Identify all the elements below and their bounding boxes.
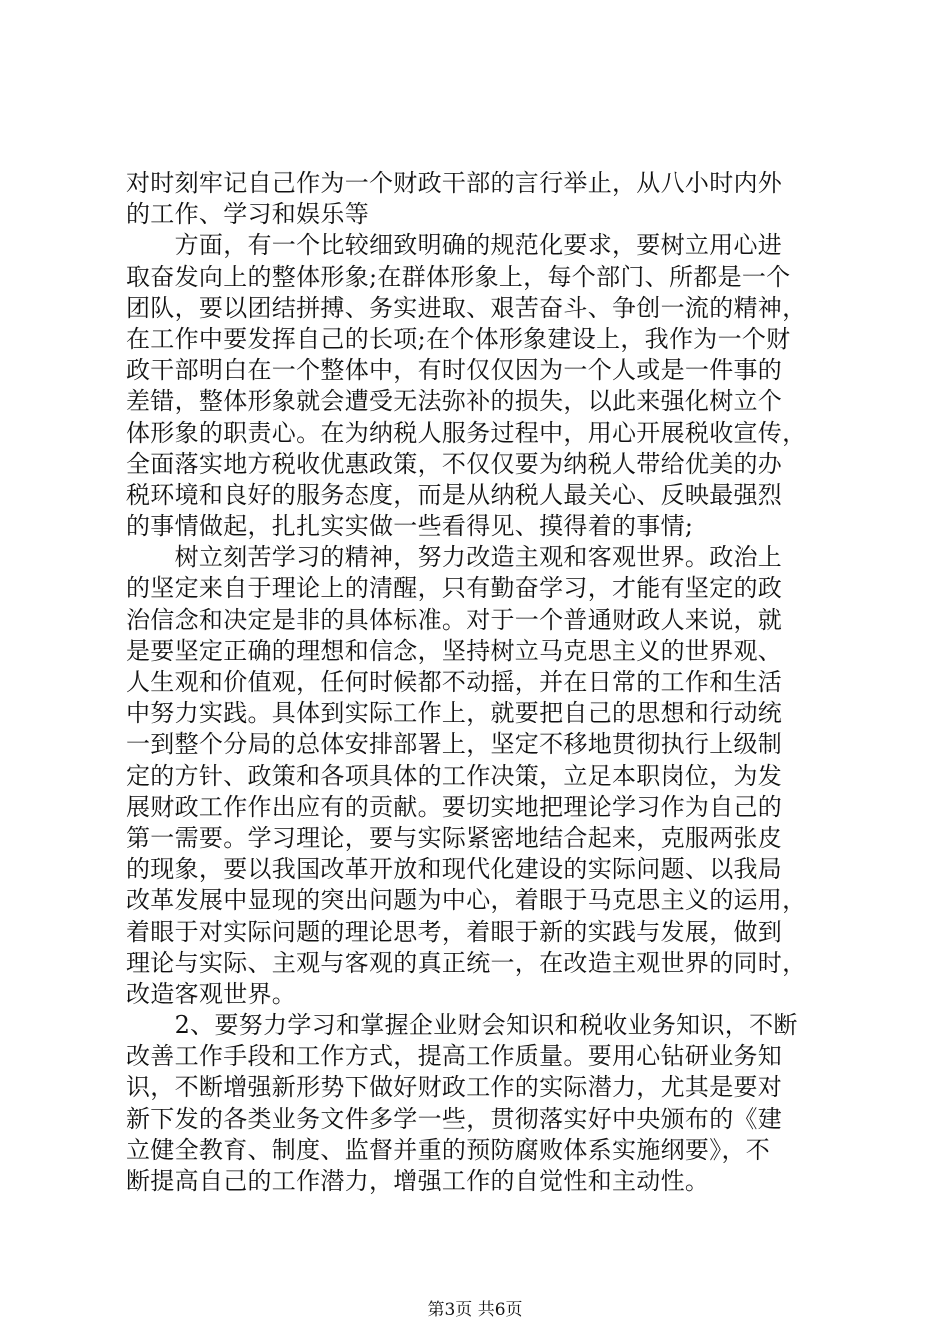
text-line: 全面落实地方税收优惠政策，不仅仅要为纳税人带给优美的办 xyxy=(126,449,783,478)
body-text xyxy=(126,168,831,1197)
text-line: 差错，整体形象就会遭受无法弥补的损失，以此来强化树立个 xyxy=(126,387,783,416)
text-line: 改造客观世界。 xyxy=(126,979,297,1008)
text-line: 体形象的职责心。在为纳税人服务过程中，用心开展税收宣传， xyxy=(126,418,807,447)
text-line: 断提高自己的工作潜力，增强工作的自觉性和主动性。 xyxy=(126,1167,710,1195)
text-line: 新下发的各类业务文件多学一些，贯彻落实好中央颁布的《建 xyxy=(126,1104,783,1133)
text-line: 一到整个分局的总体安排部署上，坚定不移地贯彻执行上级制 xyxy=(126,730,783,759)
text-line: 立健全教育、制度、监督并重的预防腐败体系实施纲要》，不 xyxy=(126,1135,771,1164)
text-line: 在工作中要发挥自己的长项;在个体形象建设上，我作为一个财 xyxy=(126,324,791,353)
text-line: 着眼于对实际问题的理论思考，着眼于新的实践与发展，做到 xyxy=(126,917,783,946)
text-line: 人生观和价值观，任何时候都不动摇，并在日常的工作和生活 xyxy=(126,668,783,696)
text-line: 改善工作手段和工作方式，提高工作质量。要用心钻研业务知 xyxy=(126,1042,783,1071)
text-line: 是要坚定正确的理想和信念，坚持树立马克思主义的世界观、 xyxy=(126,636,783,665)
text-line: 识，不断增强新形势下做好财政工作的实际潜力，尤其是要对 xyxy=(126,1073,783,1102)
text-line: 团队，要以团结拼搏、务实进取、艰苦奋斗、争创一流的精神， xyxy=(126,293,807,322)
text-line: 展财政工作作出应有的贡献。要切实地把理论学习作为自己的 xyxy=(126,792,783,821)
text-line: 方面，有一个比较细致明确的规范化要求，要树立用心进 xyxy=(126,231,783,260)
text-line: 对时刻牢记自己作为一个财政干部的言行举止，从八小时内外 xyxy=(126,169,783,197)
text-line: 第一需要。学习理论，要与实际紧密地结合起来，克服两张皮 xyxy=(126,823,783,852)
text-line: 树立刻苦学习的精神，努力改造主观和客观世界。政治上 xyxy=(126,543,783,572)
text-line: 定的方针、政策和各项具体的工作决策，立足本职岗位，为发 xyxy=(126,761,783,790)
text-line: 取奋发向上的整体形象;在群体形象上，每个部门、所都是一个 xyxy=(126,262,791,291)
text-line: 的现象，要以我国改革开放和现代化建设的实际问题、以我局 xyxy=(126,855,783,884)
text-line: 理论与实际、主观与客观的真正统一，在改造主观世界的同时， xyxy=(126,948,807,977)
text-line: 的工作、学习和娱乐等 xyxy=(126,200,369,229)
text-line: 税环境和良好的服务态度，而是从纳税人最关心、反映最强烈 xyxy=(126,480,783,509)
text-line: 政干部明白在一个整体中，有时仅仅因为一个人或是一件事的 xyxy=(126,356,783,385)
text-line: 的事情做起，扎扎实实做一些看得见、摸得着的事情; xyxy=(126,512,694,541)
text-line: 的坚定来自于理论上的清醒，只有勤奋学习，才能有坚定的政 xyxy=(126,574,783,603)
text-line: 治信念和决定是非的具体标准。对于一个普通财政人来说，就 xyxy=(126,605,783,634)
page-footer: 第3页 共6页 xyxy=(427,1300,523,1320)
text-line: 改革发展中显现的突出问题为中心，着眼于马克思主义的运用， xyxy=(126,886,807,915)
text-line: 2、要努力学习和掌握企业财会知识和税收业务知识，不断 xyxy=(126,1011,798,1040)
text-line: 中努力实践。具体到实际工作上，就要把自己的思想和行动统 xyxy=(126,699,783,728)
